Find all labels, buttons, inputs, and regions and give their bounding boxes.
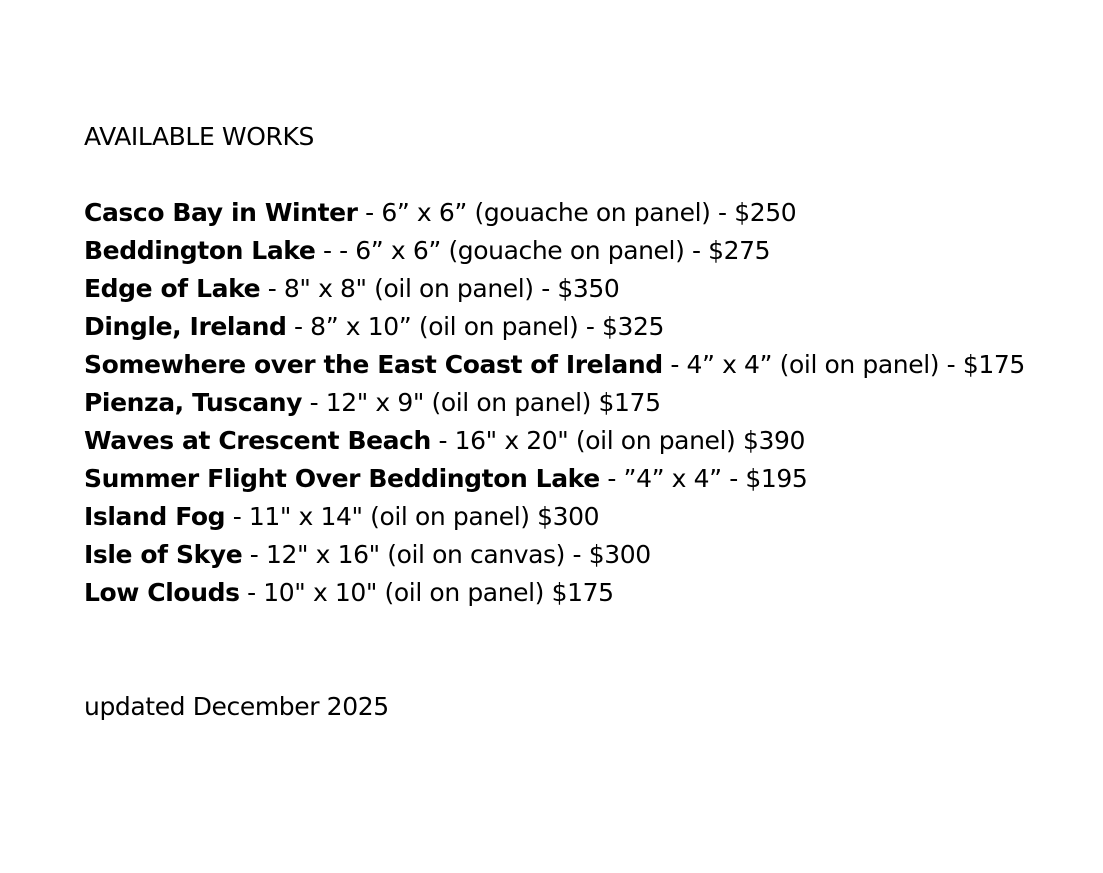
work-details: - - 6” x 6” (gouache on panel) - $275 [315,236,771,265]
page-heading: AVAILABLE WORKS [84,122,314,151]
work-item [84,574,1084,612]
work-item [84,384,1084,422]
work-details: - 8” x 10” (oil on panel) - $325 [286,312,665,341]
work-item [84,460,1084,498]
work-details: - 8" x 8" (oil on panel) - $350 [260,274,620,303]
work-details: - 4” x 4” (oil on panel) - $175 [662,350,1025,379]
work-details: - ”4” x 4” - $195 [599,464,808,493]
work-title: Beddington Lake [84,236,316,265]
work-item [84,498,1084,536]
work-details: - 16" x 20" (oil on panel) $390 [430,426,805,455]
work-details: - 12" x 16" (oil on canvas) - $300 [242,540,651,569]
work-details: - 11" x 14" (oil on panel) $300 [225,502,600,531]
work-item [84,232,1084,270]
work-title: Edge of Lake [84,274,261,303]
work-title: Island Fog [84,502,226,531]
work-title: Somewhere over the East Coast of Ireland [84,350,663,379]
work-item [84,194,1084,232]
work-title: Pienza, Tuscany [84,388,303,417]
work-title: Dingle, Ireland [84,312,287,341]
page-content [84,118,1084,726]
work-details: - 12" x 9" (oil on panel) $175 [302,388,661,417]
work-title: Summer Flight Over Beddington Lake [84,464,600,493]
work-details: - 10" x 10" (oil on panel) $175 [239,578,614,607]
work-title: Waves at Crescent Beach [84,426,431,455]
works-list [84,194,1084,612]
work-item [84,308,1084,346]
work-title: Isle of Skye [84,540,243,569]
updated-note: updated December 2025 [84,692,389,721]
work-item [84,270,1084,308]
work-details: - 6” x 6” (gouache on panel) - $250 [357,198,797,227]
work-item [84,422,1084,460]
work-item [84,536,1084,574]
work-title: Casco Bay in Winter [84,198,358,227]
work-item [84,346,1084,384]
work-title: Low Clouds [84,578,240,607]
